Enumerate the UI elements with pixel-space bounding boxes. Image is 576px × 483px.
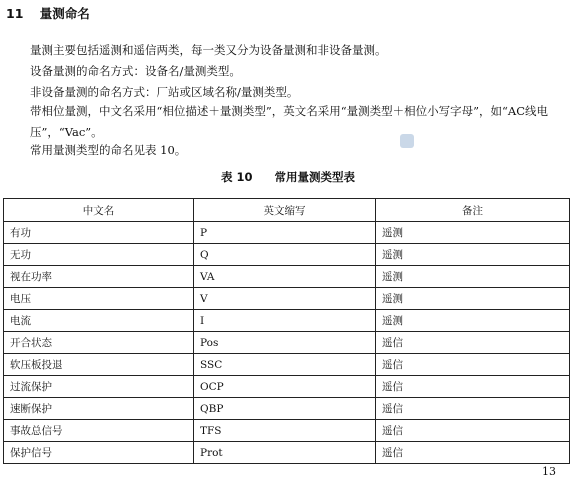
cell-chinese-name: 软压板投退 bbox=[4, 354, 194, 376]
paragraph-phase-naming bbox=[6, 101, 572, 142]
table-row bbox=[4, 332, 570, 354]
cell-chinese-name: 过流保护 bbox=[4, 376, 194, 398]
cell-chinese-name: 事故总信号 bbox=[4, 420, 194, 442]
cell-english-abbr: VA bbox=[194, 266, 376, 288]
cell-remarks: 遥测 bbox=[375, 310, 569, 332]
table-row bbox=[4, 354, 570, 376]
table-row bbox=[4, 244, 570, 266]
cell-chinese-name: 视在功率 bbox=[4, 266, 194, 288]
cell-english-abbr: Q bbox=[194, 244, 376, 266]
cell-remarks: 遥测 bbox=[375, 266, 569, 288]
cell-remarks: 遥信 bbox=[375, 442, 569, 464]
cell-english-abbr: V bbox=[194, 288, 376, 310]
cell-english-abbr: TFS bbox=[194, 420, 376, 442]
table-caption-title: 常用量测类型表 bbox=[274, 170, 356, 184]
cell-english-abbr: P bbox=[194, 222, 376, 244]
table-row bbox=[4, 222, 570, 244]
cell-english-abbr: Prot bbox=[194, 442, 376, 464]
cell-chinese-name: 电压 bbox=[4, 288, 194, 310]
page-number: 13 bbox=[542, 465, 556, 478]
cell-remarks: 遥信 bbox=[375, 332, 569, 354]
paragraph-non-device-naming bbox=[6, 82, 572, 103]
paragraph-table-reference bbox=[6, 140, 572, 161]
cell-remarks: 遥测 bbox=[375, 288, 569, 310]
cell-chinese-name: 速断保护 bbox=[4, 398, 194, 420]
cell-english-abbr: OCP bbox=[194, 376, 376, 398]
table-row bbox=[4, 266, 570, 288]
column-header-english-abbr: 英文缩写 bbox=[194, 199, 376, 222]
cell-english-abbr: SSC bbox=[194, 354, 376, 376]
watermark-stamp bbox=[400, 134, 414, 148]
paragraph-text: 非设备量测的命名方式：厂站或区域名称/量测类型。 bbox=[30, 85, 299, 99]
table-row bbox=[4, 288, 570, 310]
cell-chinese-name: 无功 bbox=[4, 244, 194, 266]
section-heading bbox=[6, 4, 90, 22]
paragraph-text: 设备量测的命名方式：设备名/量测类型。 bbox=[30, 64, 241, 78]
paragraph-device-naming bbox=[6, 61, 572, 82]
cell-remarks: 遥测 bbox=[375, 244, 569, 266]
section-number: 11 bbox=[6, 6, 24, 21]
cell-chinese-name: 保护信号 bbox=[4, 442, 194, 464]
paragraph-measurement-types bbox=[6, 40, 572, 61]
cell-remarks: 遥信 bbox=[375, 354, 569, 376]
cell-remarks: 遥信 bbox=[375, 398, 569, 420]
table-row bbox=[4, 442, 570, 464]
cell-chinese-name: 电流 bbox=[4, 310, 194, 332]
paragraph-text: 量测主要包括遥测和遥信两类，每一类又分为设备量测和非设备量测。 bbox=[30, 43, 387, 57]
table-row bbox=[4, 310, 570, 332]
table-row bbox=[4, 420, 570, 442]
cell-english-abbr: QBP bbox=[194, 398, 376, 420]
cell-chinese-name: 有功 bbox=[4, 222, 194, 244]
measurement-types-table bbox=[3, 198, 570, 464]
cell-english-abbr: Pos bbox=[194, 332, 376, 354]
paragraph-text: 带相位量测，中文名采用“相位描述＋量测类型”，英文名采用“量测类型＋相位小写字母”，如“AC线电压”，“Vac”。 bbox=[30, 104, 548, 139]
table-header-row bbox=[4, 199, 570, 222]
cell-remarks: 遥测 bbox=[375, 222, 569, 244]
table-caption-number: 表 10 bbox=[220, 170, 253, 184]
table-row bbox=[4, 398, 570, 420]
table-row bbox=[4, 376, 570, 398]
cell-remarks: 遥信 bbox=[375, 420, 569, 442]
column-header-remarks: 备注 bbox=[375, 199, 569, 222]
cell-english-abbr: I bbox=[194, 310, 376, 332]
cell-chinese-name: 开合状态 bbox=[4, 332, 194, 354]
table-caption bbox=[0, 169, 576, 185]
paragraph-text: 常用量测类型的命名见表 10。 bbox=[30, 143, 187, 157]
column-header-chinese-name: 中文名 bbox=[4, 199, 194, 222]
cell-remarks: 遥信 bbox=[375, 376, 569, 398]
section-title: 量测命名 bbox=[39, 6, 90, 21]
